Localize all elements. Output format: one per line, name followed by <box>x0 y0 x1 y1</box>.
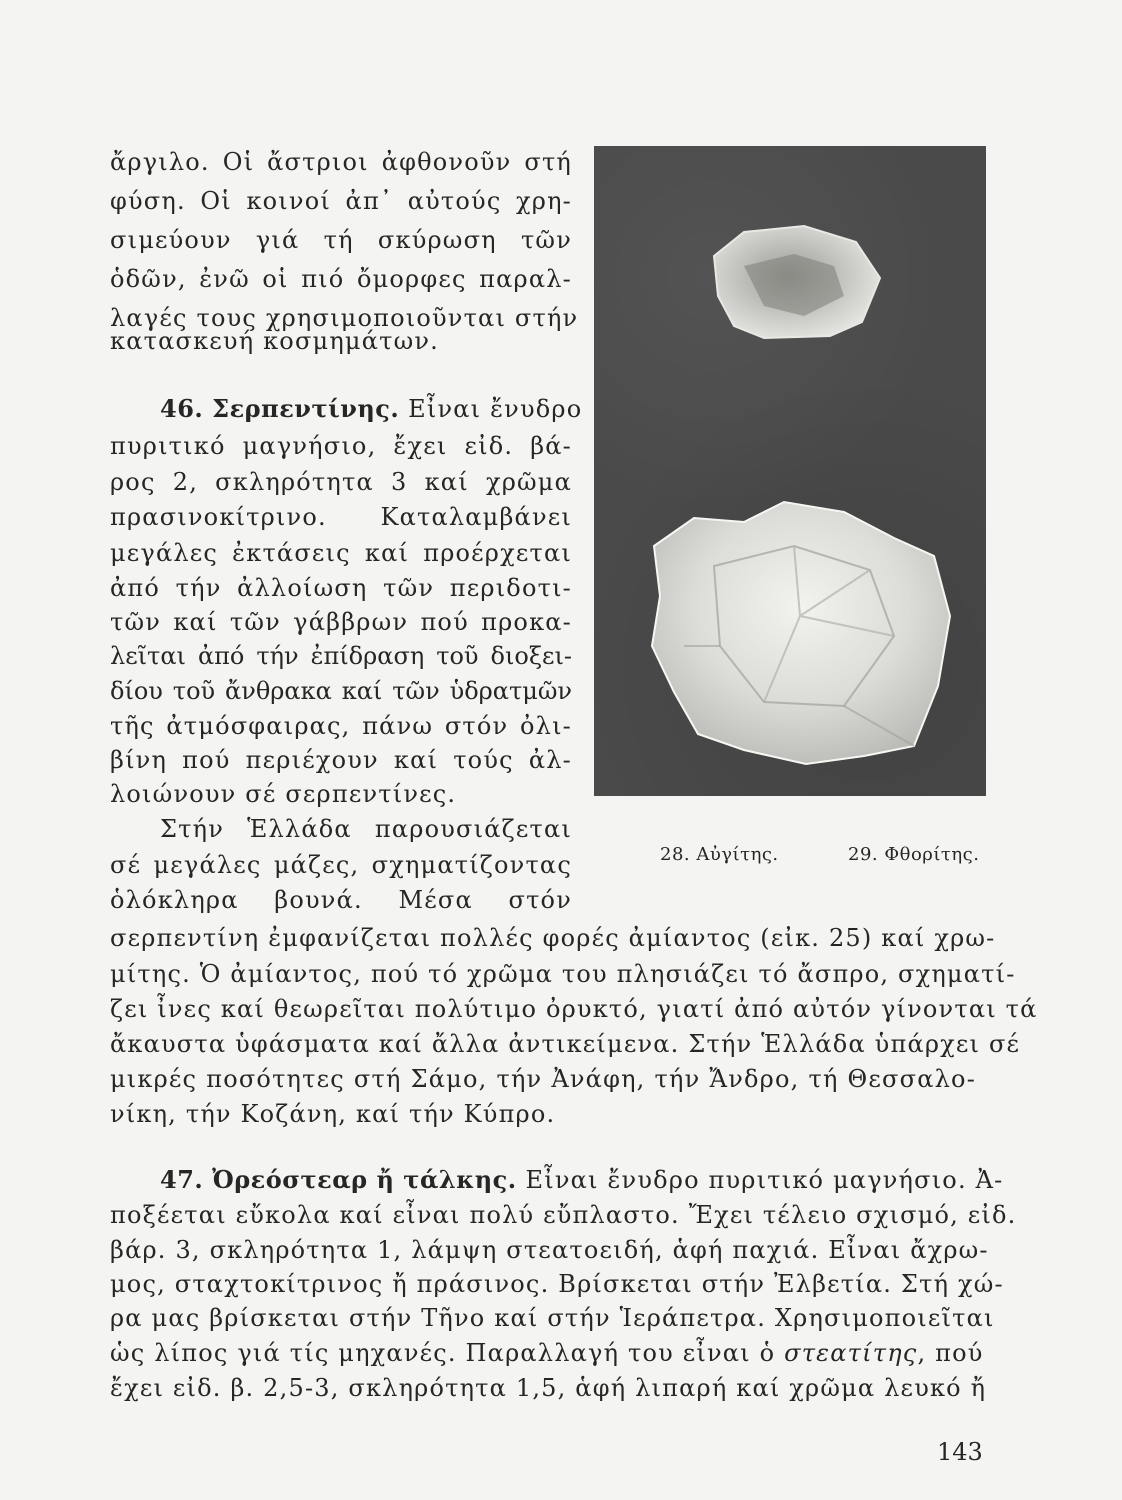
text-line: σέ μεγάλες μάζες, σχηματίζοντας <box>110 851 572 879</box>
text-line: τῆς ἀτμόσφαιρας, πάνω στόν ὀλι- <box>110 712 572 740</box>
text-line: Στήν Ἑλλάδα παρουσιάζεται <box>160 815 572 843</box>
text-line: τῶν καί τῶν γάββρων πού προκα- <box>110 608 572 636</box>
text-line: ὁλόκληρα βουνά. Μέσα στόν <box>110 886 572 914</box>
text-line: ὁδῶν, ἐνῶ οἱ πιό ὄμορφες παραλ- <box>110 265 572 293</box>
text-line: μικρές ποσότητες στή Σάμο, τήν Ἀνάφη, τήν Ἄνδρο, τή Θεσσαλο- <box>110 1065 976 1093</box>
caption-fig-29: 29. Φθορίτης. <box>848 844 980 865</box>
text-line: κατασκευή κοσμημάτων. <box>110 327 439 355</box>
mineral-specimens-image <box>594 146 986 796</box>
mineral-photograph <box>594 146 986 796</box>
section-47-heading: 47. Ὀρεόστεαρ ἤ τάλκης. <box>160 1165 517 1194</box>
text-line: ποξέεται εὔκολα καί εἶναι πολύ εὔπλαστο. Ἔχει τέλειο σχισμό, εἰδ. <box>110 1201 1017 1229</box>
text-span: Εἶναι ἔνυδρο <box>399 395 583 423</box>
text-line: πυριτικό μαγνήσιο, ἔχει εἰδ. βά- <box>110 432 572 460</box>
text-line: λαγές τους χρησιμοποιοῦνται στήν <box>110 304 579 332</box>
text-line: ρος 2, σκληρότητα 3 καί χρῶμα <box>110 468 572 496</box>
text-line <box>110 1337 984 1369</box>
section-46-first-line <box>160 393 583 425</box>
text-line: νίκη, τήν Κοζάνη, καί τήν Κύπρο. <box>110 1100 556 1128</box>
text-line: ἄργιλο. Οἱ ἄστριοι ἀφθονοῦν στή <box>110 148 572 176</box>
text-line: σερπεντίνη ἐμφανίζεται πολλές φορές ἀμίαντος (εἰκ. 25) καί χρω- <box>110 924 996 952</box>
text-line: μίτης. Ὁ ἀμίαντος, πού τό χρῶμα του πλησιάζει τό ἄσπρο, σχηματί- <box>110 960 1016 988</box>
text-line: σιμεύουν γιά τή σκύρωση τῶν <box>110 226 572 254</box>
text-line: μος, σταχτοκίτρινος ἤ πράσινος. Βρίσκεται στήν Ἐλβετία. Στή χώ- <box>110 1270 1004 1298</box>
section-47-first-line <box>160 1164 1004 1196</box>
text-line: βάρ. 3, σκληρότητα 1, λάμψη στεατοειδή, ἁφή παχιά. Εἶναι ἄχρω- <box>110 1236 989 1264</box>
text-line: μεγάλες ἐκτάσεις καί προέρχεται <box>110 539 572 567</box>
text-line: φύση. Οἱ κοινοί ἀπ᾿ αὐτούς χρη- <box>110 187 572 215</box>
text-span: Εἶναι ἔνυδρο πυριτικό μαγνήσιο. Ἀ- <box>516 1166 1004 1194</box>
fluorite-specimen <box>652 502 950 764</box>
text-line: ρα μας βρίσκεται στήν Τῆνο καί στήν Ἱεράπετρα. Χρησιμοποιεῖται <box>110 1304 995 1332</box>
section-46-heading: 46. Σερπεντίνης. <box>160 394 400 423</box>
text-line: ἀπό τήν ἀλλοίωση τῶν περιδοτι- <box>110 574 572 602</box>
augite-specimen <box>714 226 880 338</box>
italic-term: στεατίτης <box>784 1339 918 1367</box>
caption-fig-28: 28. Αὐγίτης. <box>660 844 779 865</box>
text-span: , πού <box>917 1339 984 1367</box>
text-line: ἔχει εἰδ. β. 2,5-3, σκληρότητα 1,5, ἁφή λιπαρή καί χρῶμα λευκό ἤ <box>110 1374 987 1402</box>
text-line: δίου τοῦ ἄνθρακα καί τῶν ὑδρατμῶν <box>110 677 572 705</box>
text-line: λοιώνουν σέ σερπεντίνες. <box>110 780 457 808</box>
text-line: ἄκαυστα ὑφάσματα καί ἄλλα ἀντικείμενα. Στήν Ἑλλάδα ὑπάρχει σέ <box>110 1030 1021 1058</box>
text-line: ζει ἶνες καί θεωρεῖται πολύτιμο ὀρυκτό, γιατί ἀπό αὐτόν γίνονται τά <box>110 995 1038 1023</box>
text-line: πρασινοκίτρινο. Καταλαμβάνει <box>110 503 572 531</box>
text-line: λεῖται ἀπό τήν ἐπίδραση τοῦ διοξει- <box>110 642 572 670</box>
page-number: 143 <box>937 1438 983 1466</box>
text-line: βίνη πού περιέχουν καί τούς ἀλ- <box>110 746 572 774</box>
text-span: ὡς λίπος γιά τίς μηχανές. Παραλλαγή του εἶναι ὁ <box>110 1339 776 1367</box>
